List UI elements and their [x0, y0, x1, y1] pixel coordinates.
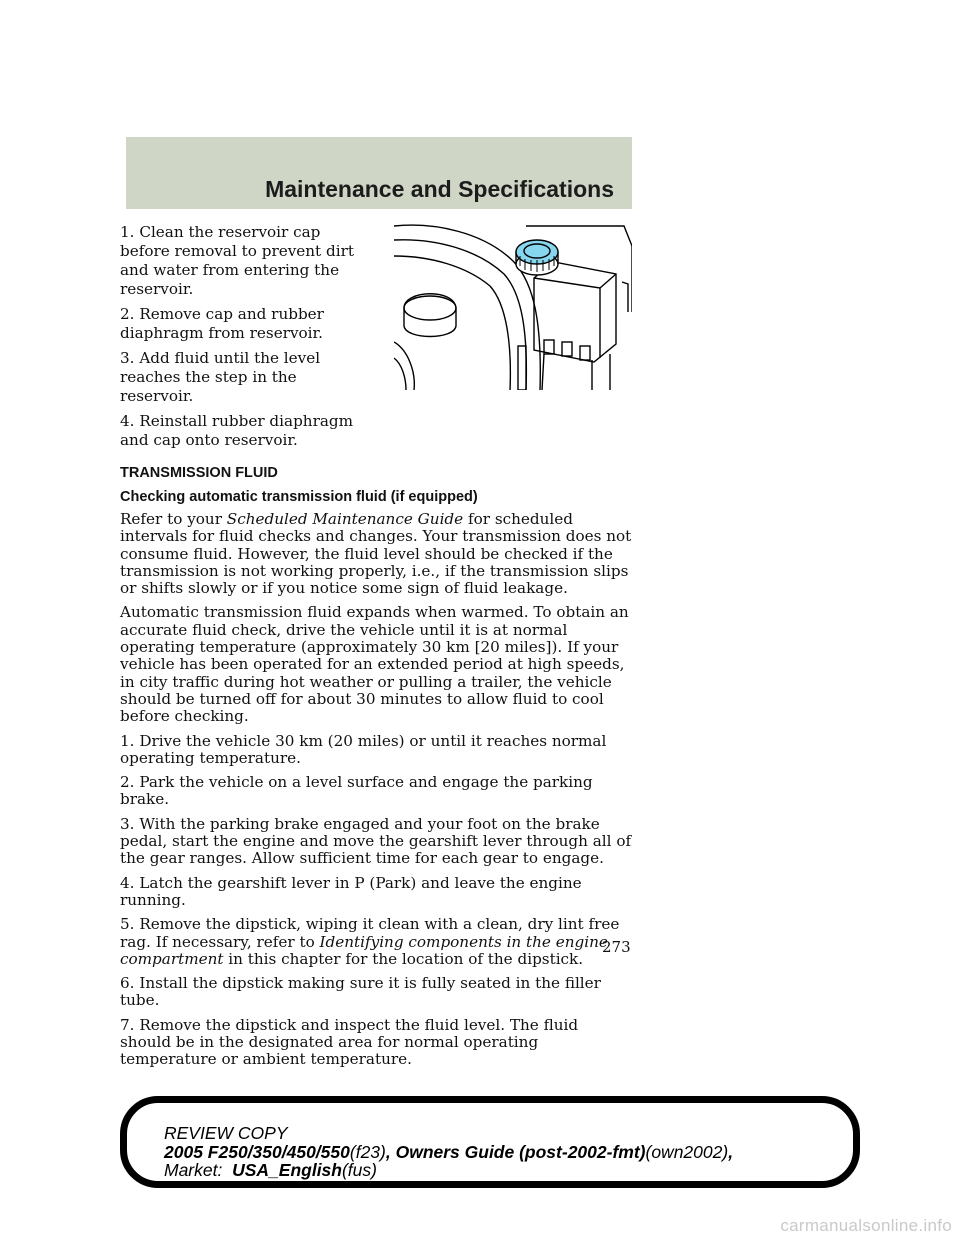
page-number: 273 — [602, 938, 631, 956]
paragraph: Refer to your Scheduled Maintenance Guide for scheduled intervals for fluid checks and changes. Your transmission does not consume fluid. However, the fluid level should be checked if the transmission is not working properly, i.e., if the transmission slips or shifts slowly or if you notice some sign of fluid leakage. — [120, 510, 632, 598]
step: 7. Remove the dipstick and inspect the fluid level. The fluid should be in the designated area for normal operating temperature or ambient temperature. — [120, 1015, 579, 1069]
intro-step: 1. Clean the reservoir cap before removal to prevent dirt and water from entering the reservoir. — [120, 223, 354, 298]
review-copy-market-line: Market: USA_English(fus) — [164, 1160, 377, 1180]
step: 6. Install the dipstick making sure it is fully seated in the filler tube. — [120, 974, 601, 1010]
step: 4. Latch the gearshift lever in P (Park) and leave the engine running. — [120, 873, 582, 909]
step: 1. Drive the vehicle 30 km (20 miles) or until it reaches normal operating temperature. — [120, 731, 607, 767]
header-band — [126, 137, 632, 209]
page-header-title: Maintenance and Specifications — [265, 176, 614, 202]
section-body — [120, 511, 632, 1069]
watermark: carmanualsonline.info — [780, 1216, 952, 1235]
review-copy-model-line: 2005 F250/350/450/550(f23), Owners Guide (post-2002-fmt)(own2002), — [164, 1141, 734, 1162]
step: 3. With the parking brake engaged and your foot on the brake pedal, start the engine and move the gearshift lever through all of the gear ranges. Allow sufficient time for each gear to engage. — [120, 814, 632, 868]
intro-step: 4. Reinstall rubber diaphragm and cap onto reservoir. — [120, 412, 354, 449]
review-copy-label: REVIEW COPY — [164, 1123, 288, 1143]
intro-step: 3. Add fluid until the level reaches the step in the reservoir. — [120, 349, 321, 405]
intro-step: 2. Remove cap and rubber diaphragm from reservoir. — [120, 305, 324, 342]
review-copy-text — [164, 1124, 854, 1180]
brake-fluid-reservoir-illustration — [394, 222, 632, 390]
step: 2. Park the vehicle on a level surface and engage the parking brake. — [120, 773, 593, 809]
paragraph: Automatic transmission fluid expands when warmed. To obtain an accurate fluid check, drive the vehicle until it is at normal operating temperature (approximately 30 km [20 miles]). If your vehicle has been operated for an extended period at high speeds, in city traffic during hot weather or pulling a trailer, the vehicle should be turned off for about 30 minutes to allow fluid to cool before checking. — [120, 603, 629, 726]
intro-steps — [120, 223, 370, 450]
step: 5. Remove the dipstick, wiping it clean with a clean, dry lint free rag. If necessary, refer to Identifying components in the engine compartment in this chapter for the location of the dipstick. — [120, 915, 620, 968]
section-subtitle: Checking automatic transmission fluid (if equipped) — [120, 489, 478, 505]
section-title: TRANSMISSION FLUID — [120, 465, 278, 481]
